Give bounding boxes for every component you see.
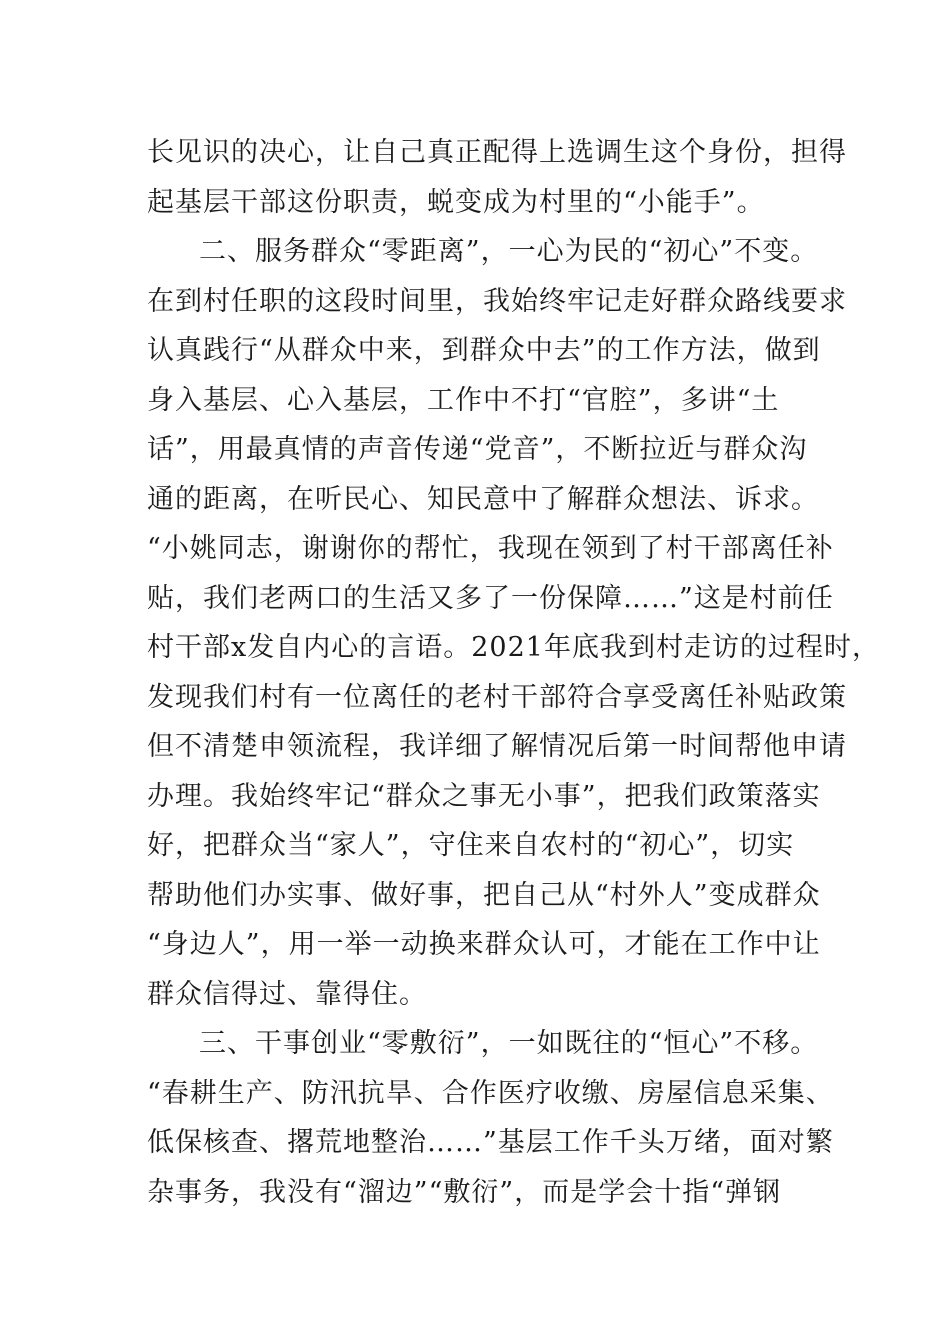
text-line-15: 好，把群众当“家人”，守住来自农村的“初心”，切实 <box>147 830 795 861</box>
section-heading-3: 三、干事创业“零敷衍”，一如既往的“恒心”不移。 <box>199 1028 819 1059</box>
text-line-9: “小姚同志，谢谢你的帮忙，我现在领到了村干部离任补 <box>147 533 834 564</box>
text-line-16: 帮助他们办实事、做好事，把自己从“村外人”变成群众 <box>147 879 821 911</box>
text-line-12: 发现我们村有一位离任的老村干部符合享受离任补贴政策 <box>147 681 847 713</box>
text-line-7: 话”，用最真情的声音传递“党音”，不断拉近与群众沟 <box>147 434 808 465</box>
text-line-8: 通的距离，在听民心、知民意中了解群众想法、诉求。 <box>147 483 819 515</box>
section-heading-2: 二、服务群众“零距离”，一心为民的“初心”不变。 <box>199 236 819 267</box>
body-text <box>147 128 880 1217</box>
text-line-22: 杂事务，我没有“溜边”“敷衍”，而是学会十指“弹钢 <box>147 1176 782 1208</box>
text-line-13: 但不清楚申领流程，我详细了解情况后第一时间帮他申请 <box>147 731 847 762</box>
text-line-17: “身边人”，用一举一动换来群众认可，才能在工作中让 <box>147 929 821 960</box>
text-line-18: 群众信得过、靠得住。 <box>147 978 427 1010</box>
text-line-2: 起基层干部这份职责，蜕变成为村里的“小能手”。 <box>147 186 765 218</box>
text-line-1: 长见识的决心，让自己真正配得上选调生这个身份，担得 <box>147 137 847 168</box>
text-line-11: 村干部x发自内心的言语。2021年底我到村走访的过程时， <box>147 632 880 663</box>
text-line-10: 贴，我们老两口的生活又多了一份保障……”这是村前任 <box>147 582 834 614</box>
text-line-14: 办理。我始终牢记“群众之事无小事”，把我们政策落实 <box>147 780 821 812</box>
text-line-4: 在到村任职的这段时间里，我始终牢记走好群众路线要求 <box>147 285 847 317</box>
text-line-5: 认真践行“从群众中来，到群众中去”的工作方法，做到 <box>147 335 821 366</box>
text-line-6: 身入基层、心入基层，工作中不打“官腔”，多讲“土 <box>147 384 780 416</box>
text-line-20: “春耕生产、防汛抗旱、合作医疗收缴、房屋信息采集、 <box>147 1077 834 1109</box>
text-line-21: 低保核查、撂荒地整治……”基层工作千头万绪，面对繁 <box>147 1127 834 1158</box>
